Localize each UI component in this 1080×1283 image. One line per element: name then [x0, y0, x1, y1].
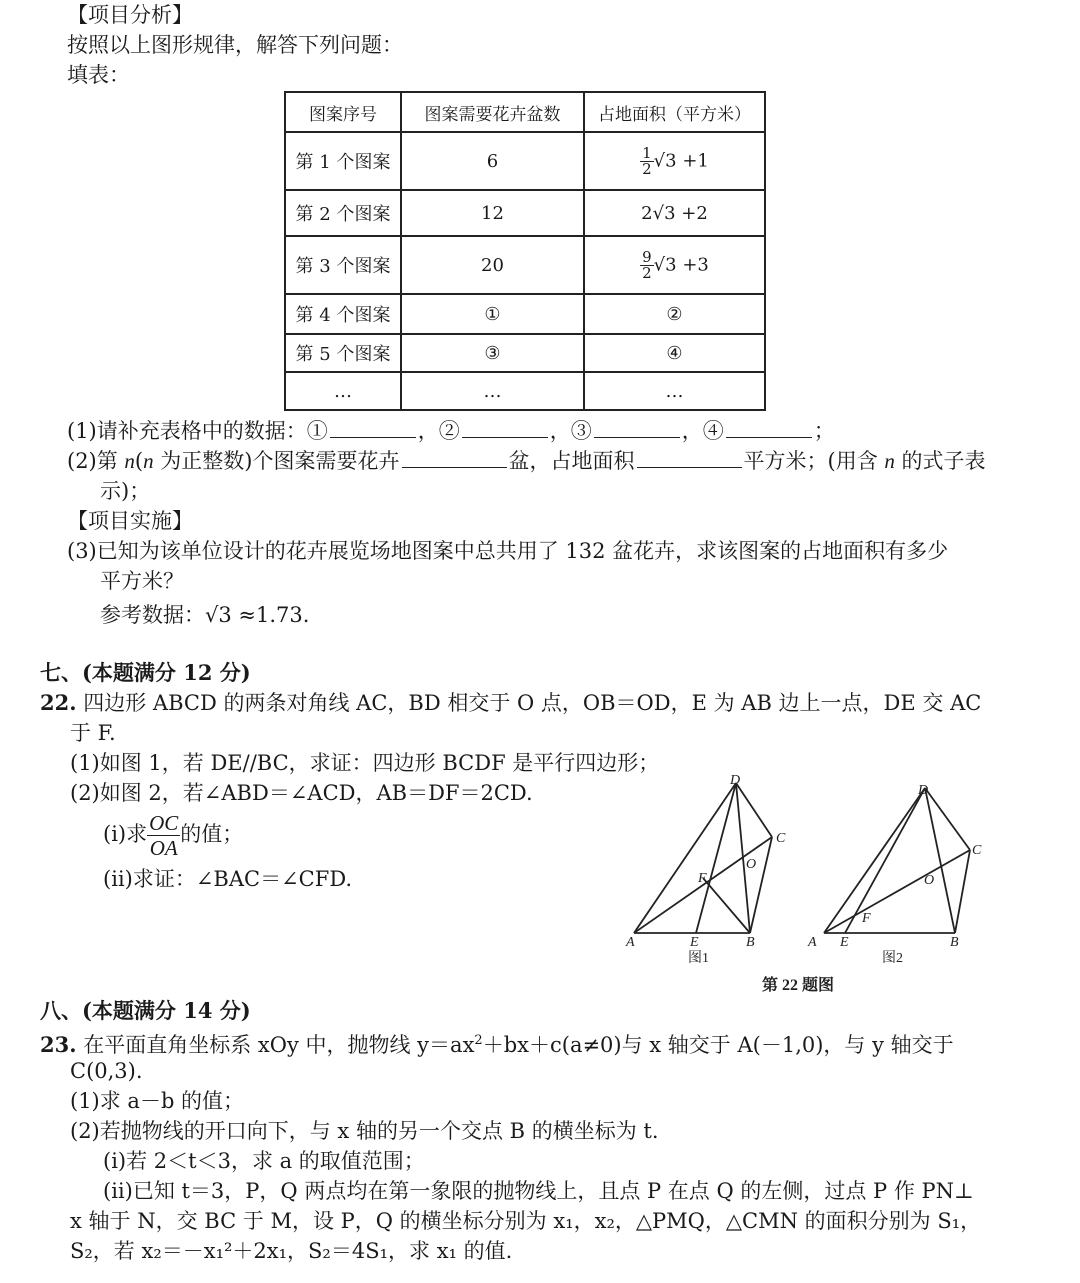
answer-blank[interactable]: [402, 447, 507, 468]
fig1-label-F: F: [698, 871, 707, 886]
answer-blank[interactable]: [637, 447, 742, 468]
fill-table-label: 填表：: [67, 63, 130, 87]
fig1-label-C: C: [776, 831, 786, 846]
problem-22-line1: 22. 四边形 ABCD 的两条对角线 AC，BD 相交于 O 点，OB＝OD，E 为 AB 边上一点，DE 交 AC: [40, 690, 982, 715]
table-row: 第 2 个图案 12 2√3 +2: [285, 190, 765, 236]
problem-22-part2: (2)如图 2，若∠ABD＝∠ACD，AB＝DF＝2CD.: [70, 781, 533, 805]
problem-23-part2: (2)若抛物线的开口向下，与 x 轴的另一个交点 B 的横坐标为 t.: [70, 1119, 659, 1143]
problem-23-part2i: (ⅰ)若 2＜t＜3，求 a 的取值范围；: [103, 1149, 425, 1173]
question-3: (3)已知为该单位设计的花卉展览场地图案中总共用了 132 盆花卉，求该图案的占地面积有多少: [67, 539, 949, 563]
table-header: 图案序号: [285, 92, 401, 132]
fig2-label-D: D: [918, 783, 929, 798]
fig2-label-C: C: [972, 843, 982, 858]
answer-blank[interactable]: [462, 417, 548, 438]
table-row: 第 5 个图案 ③ ④: [285, 334, 765, 372]
fig2-label-B: B: [950, 935, 959, 950]
problem-22-line2: 于 F.: [70, 721, 116, 745]
table-header: 占地面积（平方米）: [584, 92, 765, 132]
project-analysis-heading: 【项目分析】: [67, 3, 193, 27]
table-row: 第 3 个图案 20 $\frac{9}{2}$ √3 +3: [285, 236, 765, 294]
table-header: 图案需要花卉盆数: [401, 92, 584, 132]
pattern-table: [284, 91, 766, 411]
fig1-label-A: A: [626, 935, 635, 950]
table-row: … … …: [285, 372, 765, 410]
fig1-label-D: D: [730, 773, 741, 788]
question-2-cont: 示)；: [100, 479, 151, 503]
fig1-caption: 图1: [688, 951, 709, 966]
figure-2-lines: [824, 788, 970, 933]
problem-23-part2ii: (ⅱ)已知 t＝3，P，Q 两点均在第一象限的抛物线上，且点 P 在点 Q 的左侧，过点 P 作 PN⊥: [103, 1179, 974, 1203]
fig2-caption: 图2: [882, 951, 903, 966]
figure-22: [620, 770, 1000, 1000]
table-row: 第 1 个图案 6 $\frac{1}{2}$ √3 +1: [285, 132, 765, 190]
fig2-label-A: A: [808, 935, 817, 950]
problem-23-part2ii-cont: x 轴于 N，交 BC 于 M，设 P，Q 的横坐标分别为 x₁，x₂，△PMQ，△CMN 的面积分别为 S₁，: [70, 1209, 982, 1233]
problem-23-part1: (1)求 a－b 的值；: [70, 1089, 245, 1113]
fig1-label-E: E: [690, 935, 699, 950]
fig2-label-E: E: [840, 935, 849, 950]
section-7-heading: 七、(本题满分 12 分): [40, 660, 251, 685]
answer-blank[interactable]: [330, 417, 416, 438]
fig1-label-O: O: [746, 857, 757, 872]
problem-23-line1: 23. 在平面直角坐标系 xOy 中，抛物线 $y=ax^2+bx+c(a\ne 0)$与 x 轴交于 A(－1,0)，与 y 轴交于: [40, 1032, 954, 1057]
answer-blank[interactable]: [726, 417, 812, 438]
answer-blank[interactable]: [594, 417, 680, 438]
fig2-label-F: F: [862, 911, 871, 926]
problem-23-part2ii-end: S₂，若 x₂＝－x₁²＋2x₁，S₂＝4S₁，求 x₁ 的值.: [70, 1239, 513, 1263]
problem-22-part1: (1)如图 1，若 DE//BC，求证：四边形 BCDF 是平行四边形；: [70, 751, 660, 775]
question-2: (2)第 n(n 为正整数)个图案需要花卉 盆，占地面积 平方米；(用含 n 的式子表: [67, 449, 986, 473]
section-8-heading: 八、(本题满分 14 分): [40, 998, 251, 1023]
intro-line: 按照以上图形规律，解答下列问题：: [67, 33, 403, 57]
problem-22-part2ii: (ⅱ)求证：∠BAC＝∠CFD.: [103, 867, 353, 891]
question-3-cont: 平方米？: [100, 569, 184, 593]
figure-caption: 第 22 题图: [762, 977, 835, 994]
question-1: (1)请补充表格中的数据：① ，② ，③ ，④ ；: [67, 419, 835, 443]
project-impl-heading: 【项目实施】: [67, 509, 193, 533]
reference-data: 参考数据：√3 ≈1.73.: [100, 603, 310, 627]
fig2-label-O: O: [924, 873, 935, 888]
fig1-label-B: B: [746, 935, 755, 950]
table-row: 第 4 个图案 ① ②: [285, 294, 765, 334]
problem-23-line2: C(0,3).: [70, 1059, 143, 1083]
problem-22-part2i: (ⅰ)求 $\frac{OC}{OA}$ 的值；: [103, 811, 244, 860]
